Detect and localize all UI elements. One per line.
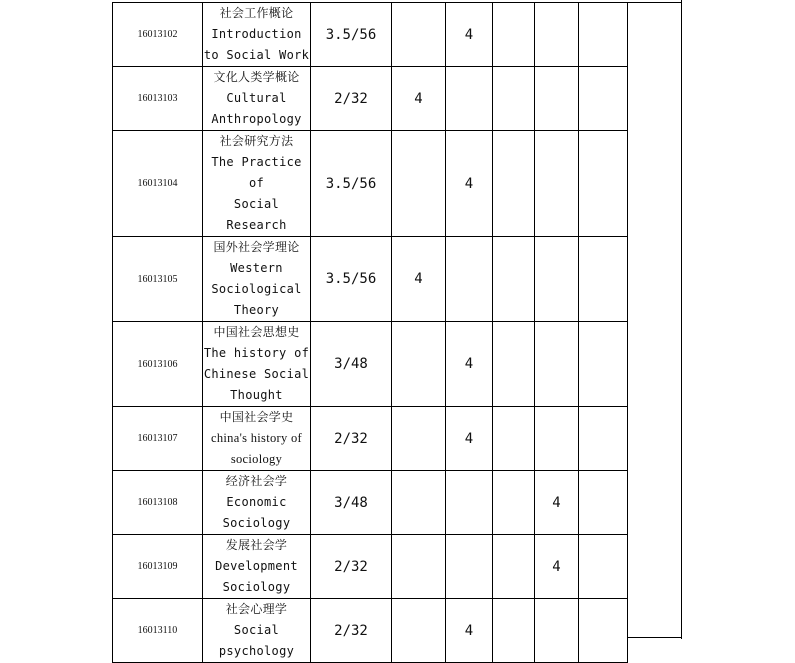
table-outer-border (681, 0, 682, 639)
semester-cell (535, 237, 579, 322)
course-code: 16013102 (113, 3, 203, 67)
course-name-en-line: Anthropology (211, 112, 302, 126)
course-name (203, 131, 311, 237)
table-row (113, 599, 628, 663)
semester-cell (579, 599, 628, 663)
course-name-en-line: Economic (226, 495, 287, 509)
course-name-en-line: The Practice of (211, 155, 302, 190)
course-name-zh: 文化人类学概论 (213, 70, 300, 84)
course-name-en-line: Development (215, 559, 298, 573)
course-name-en-line: Chinese Social (203, 367, 310, 381)
course-name-zh: 发展社会学 (225, 538, 288, 552)
course-code: 16013104 (113, 131, 203, 237)
course-name (203, 67, 311, 131)
course-name-en-line: sociology (230, 452, 283, 466)
semester-cell (392, 407, 446, 471)
semester-cell: 4 (392, 67, 446, 131)
table-row (113, 322, 628, 407)
course-name (203, 3, 311, 67)
course-name-zh: 社会心理学 (225, 602, 288, 616)
semester-cell: 4 (446, 599, 493, 663)
course-name (203, 237, 311, 322)
table-row (113, 67, 628, 131)
semester-cell (392, 599, 446, 663)
course-name-en-line: Sociology (222, 516, 291, 530)
semester-cell: 4 (535, 471, 579, 535)
semester-cell (579, 67, 628, 131)
table-row (113, 237, 628, 322)
credit-hours: 3.5/56 (311, 3, 392, 67)
semester-cell (493, 471, 535, 535)
course-name (203, 407, 311, 471)
course-code: 16013106 (113, 322, 203, 407)
semester-cell (392, 131, 446, 237)
course-name-en-line: Thought (230, 388, 283, 402)
semester-cell (579, 322, 628, 407)
table-row (113, 407, 628, 471)
semester-cell: 4 (446, 131, 493, 237)
semester-cell (392, 471, 446, 535)
credit-hours: 3/48 (311, 471, 392, 535)
course-code: 16013108 (113, 471, 203, 535)
table-row (113, 471, 628, 535)
semester-cell (493, 322, 535, 407)
credit-hours: 2/32 (311, 67, 392, 131)
course-name-en-line: Social (233, 623, 280, 637)
course-code: 16013105 (113, 237, 203, 322)
course-name-en-line: Sociological (211, 282, 302, 296)
table-row (113, 3, 628, 67)
credit-hours: 2/32 (311, 599, 392, 663)
course-code: 16013110 (113, 599, 203, 663)
table-row (113, 535, 628, 599)
semester-cell (535, 67, 579, 131)
table-border-bottom (627, 637, 682, 638)
semester-cell: 4 (446, 3, 493, 67)
credit-hours: 3.5/56 (311, 237, 392, 322)
course-name-zh: 社会工作概论 (219, 6, 294, 20)
semester-cell (535, 407, 579, 471)
semester-cell (446, 535, 493, 599)
course-name-en-line: china's history of (211, 431, 302, 445)
course-code: 16013109 (113, 535, 203, 599)
semester-cell (392, 322, 446, 407)
semester-cell (535, 3, 579, 67)
semester-cell (579, 237, 628, 322)
semester-cell (493, 67, 535, 131)
semester-cell (493, 407, 535, 471)
semester-cell (392, 3, 446, 67)
semester-cell (446, 237, 493, 322)
semester-cell (493, 3, 535, 67)
semester-cell (579, 407, 628, 471)
semester-cell (579, 3, 628, 67)
semester-cell (493, 237, 535, 322)
course-name-zh: 中国社会学史 (219, 410, 294, 424)
course-name-zh: 经济社会学 (225, 474, 288, 488)
semester-cell (446, 67, 493, 131)
course-name-en-line: psychology (218, 644, 295, 658)
credit-hours: 3/48 (311, 322, 392, 407)
course-name-en-line: Introduction (211, 27, 302, 41)
course-name-en-line: The history of (203, 346, 310, 360)
semester-cell (535, 599, 579, 663)
semester-cell: 4 (392, 237, 446, 322)
semester-cell (535, 322, 579, 407)
semester-cell (579, 535, 628, 599)
course-name-zh: 社会研究方法 (219, 134, 294, 148)
semester-cell (493, 131, 535, 237)
course-code: 16013103 (113, 67, 203, 131)
credit-hours: 3.5/56 (311, 131, 392, 237)
course-name (203, 322, 311, 407)
course-name-en-line: Social (233, 197, 280, 211)
course-name-en-line: Cultural (226, 91, 287, 105)
course-name (203, 599, 311, 663)
course-name-en-line: Sociology (222, 580, 291, 594)
semester-cell (535, 131, 579, 237)
semester-cell: 4 (446, 322, 493, 407)
semester-cell: 4 (535, 535, 579, 599)
course-name-zh: 国外社会学理论 (213, 240, 300, 254)
curriculum-table (112, 2, 628, 663)
table-row (113, 131, 628, 237)
course-name (203, 471, 311, 535)
semester-cell (579, 471, 628, 535)
course-name-en-line: Western (230, 261, 283, 275)
semester-cell (579, 131, 628, 237)
credit-hours: 2/32 (311, 535, 392, 599)
course-name (203, 535, 311, 599)
course-name-en-line: Theory (233, 303, 280, 317)
semester-cell (493, 535, 535, 599)
course-name-en-line: to Social Work (203, 48, 310, 62)
semester-cell: 4 (446, 407, 493, 471)
table-border-top (627, 2, 682, 3)
course-name-en-line: Research (226, 218, 287, 232)
semester-cell (392, 535, 446, 599)
semester-cell (446, 471, 493, 535)
course-name-zh: 中国社会思想史 (213, 325, 300, 339)
credit-hours: 2/32 (311, 407, 392, 471)
course-code: 16013107 (113, 407, 203, 471)
semester-cell (493, 599, 535, 663)
